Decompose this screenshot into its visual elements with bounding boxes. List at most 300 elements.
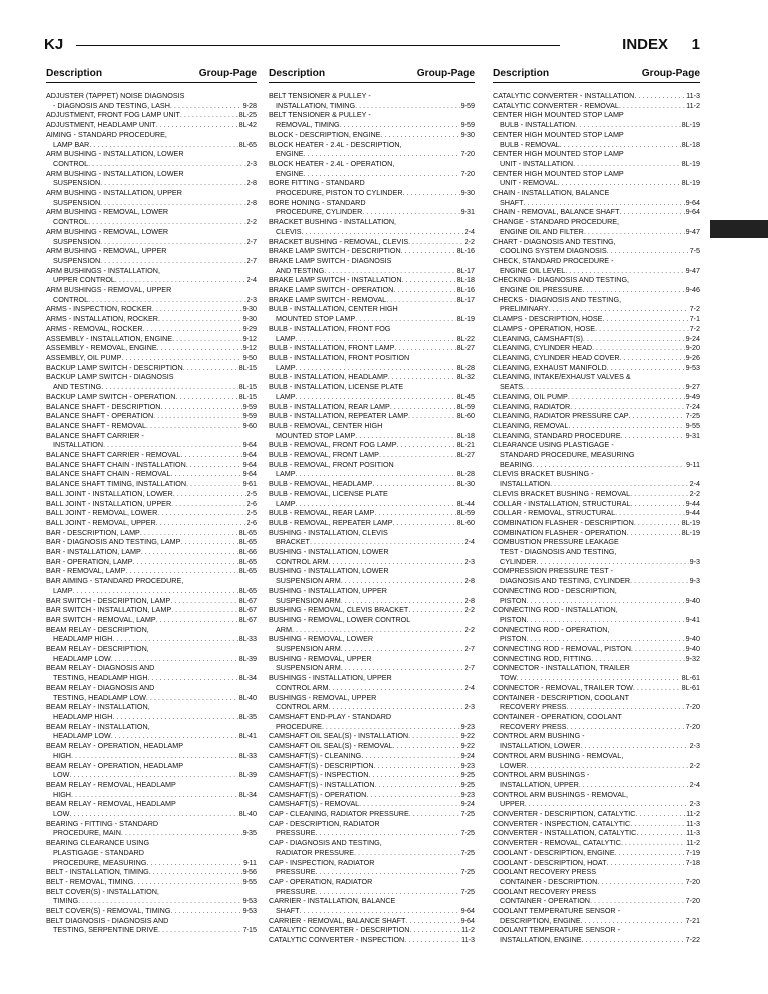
entry-text: BLOCK - DESCRIPTION, ENGINE xyxy=(269,129,381,139)
entry-text: PRELIMINARY xyxy=(500,304,549,314)
dot-leader xyxy=(620,353,685,363)
dot-leader xyxy=(568,421,684,431)
entry-page: 8L-27 xyxy=(456,450,475,460)
entry-text: CAMSHAFT(S) - OPERATION xyxy=(269,789,367,799)
entry-last-line xyxy=(46,392,257,402)
entry-page: 8L-19 xyxy=(681,178,700,188)
entry-text: CONTAINER - DESCRIPTION, COOLANT xyxy=(493,692,630,702)
entry-page: 2-3 xyxy=(689,799,700,809)
entry-last-line xyxy=(269,469,475,479)
entry-text: MOUNTED STOP LAMP xyxy=(276,430,356,440)
entry-page: 9-25 xyxy=(460,770,475,780)
entry-page: 8L-65 xyxy=(238,556,257,566)
entry-text: AND TESTING xyxy=(276,265,325,275)
entry-text: BELT - REMOVAL, TIMING xyxy=(46,876,134,886)
index-entry xyxy=(46,566,257,576)
entry-last-line xyxy=(269,887,475,897)
entry-text: BEAM RELAY - INSTALLATION, xyxy=(46,702,150,712)
index-entry xyxy=(493,188,700,207)
entry-last-line xyxy=(46,343,257,353)
entry-text: BACKUP LAMP SWITCH - DESCRIPTION xyxy=(46,362,183,372)
entry-page: 8L-19 xyxy=(681,158,700,168)
entry-text: CONNECTING ROD - DESCRIPTION, xyxy=(493,585,617,595)
entry-last-line xyxy=(269,188,475,198)
entry-text: ARM BUSHING - REMOVAL, LOWER xyxy=(46,207,169,217)
index-entry xyxy=(269,237,475,247)
index-entry xyxy=(269,634,475,653)
entry-page: 7-24 xyxy=(685,401,700,411)
entry-last-line xyxy=(46,557,257,567)
entry-text: SUSPENSION xyxy=(53,197,101,207)
index-entry xyxy=(46,722,257,741)
entry-last-line xyxy=(46,508,257,518)
index-entry xyxy=(493,605,700,624)
dot-leader xyxy=(172,334,242,344)
index-entry xyxy=(493,751,700,770)
dot-leader xyxy=(115,275,246,285)
entry-text: BELT COVER(S) - REMOVAL, TIMING xyxy=(46,906,171,916)
dot-leader xyxy=(582,935,685,945)
index-entry xyxy=(493,489,700,499)
entry-page: 8L-17 xyxy=(456,265,475,275)
dot-leader xyxy=(71,790,238,800)
dot-leader xyxy=(409,809,460,819)
index-entry xyxy=(269,440,475,450)
dot-leader xyxy=(581,916,685,926)
entry-last-line xyxy=(269,411,475,421)
entry-page: 7-20 xyxy=(685,702,700,712)
entry-text: COOLANT RECOVERY PRESS xyxy=(493,867,597,877)
entry-page: 9-35 xyxy=(242,828,257,838)
entry-page: 9-44 xyxy=(685,498,700,508)
entry-text: BLOCK HEATER - 2.4L - DESCRIPTION, xyxy=(269,139,402,149)
entry-page: 9-30 xyxy=(242,314,257,324)
entry-text: BUSHINGS - REMOVAL, UPPER xyxy=(269,692,377,702)
entry-page: 11-2 xyxy=(461,925,475,935)
index-entry xyxy=(493,440,700,469)
index-entry xyxy=(269,91,475,110)
entry-page: 2-7 xyxy=(464,663,475,673)
index-entry xyxy=(269,916,475,926)
index-entry xyxy=(46,508,257,518)
entry-text: DESCRIPTION, ENGINE xyxy=(500,915,581,925)
dot-leader xyxy=(341,596,464,606)
entry-page: 11-2 xyxy=(686,100,700,110)
entry-text: BEAM RELAY - DIAGNOSIS AND xyxy=(46,682,155,692)
entry-last-line xyxy=(269,799,475,809)
entry-line xyxy=(46,431,257,441)
index-entry xyxy=(493,411,700,421)
index-entry xyxy=(269,528,475,547)
index-entry xyxy=(493,91,700,101)
index-entry xyxy=(269,858,475,877)
entry-last-line xyxy=(269,499,475,509)
entry-last-line xyxy=(269,101,475,111)
entry-text: BRACKET BUSHING - INSTALLATION, xyxy=(269,217,397,227)
entry-page: 2-2 xyxy=(246,217,257,227)
dot-leader xyxy=(73,586,238,596)
entry-text: COMBINATION FLASHER - DESCRIPTION xyxy=(493,517,634,527)
entry-page: 2-4 xyxy=(246,275,257,285)
entry-line xyxy=(493,751,700,761)
dot-leader xyxy=(143,324,242,334)
entry-last-line xyxy=(269,809,475,819)
entry-text: CONNECTING ROD - REMOVAL, PISTON xyxy=(493,644,631,654)
dot-leader xyxy=(566,722,684,732)
entry-text: BALANCE SHAFT - REMOVAL xyxy=(46,420,146,430)
entry-text: HEADLAMP HIGH xyxy=(53,712,113,721)
index-entry xyxy=(493,237,700,256)
entry-line xyxy=(46,625,257,635)
entry-last-line xyxy=(493,324,700,334)
entry-last-line xyxy=(493,178,700,188)
entry-page: 9-64 xyxy=(242,450,257,460)
dot-leader xyxy=(631,499,685,509)
entry-text: HIGH xyxy=(53,750,71,760)
entry-text: ARMS - REMOVAL, ROCKER xyxy=(46,323,143,333)
entry-line xyxy=(493,625,700,635)
dot-leader xyxy=(560,140,681,150)
entry-text: BULB - INSTALLATION, FRONT POSITION xyxy=(269,352,410,362)
dot-leader xyxy=(366,790,459,800)
entry-last-line xyxy=(46,867,257,877)
index-title: INDEX xyxy=(622,36,668,53)
entry-text: LAMP xyxy=(276,362,296,372)
dot-leader xyxy=(597,877,684,887)
entry-page: 8L-67 xyxy=(238,595,257,605)
entry-line xyxy=(493,770,700,780)
entry-text: CAMSHAFT(S) - INSPECTION xyxy=(269,770,369,780)
group-page-heading: Group-Page xyxy=(198,68,257,79)
index-entry xyxy=(46,266,257,285)
dot-leader xyxy=(607,858,685,868)
entry-text: CONTAINER - DESCRIPTION xyxy=(500,876,598,886)
entry-last-line xyxy=(46,140,257,150)
entry-last-line xyxy=(269,508,475,518)
entry-last-line xyxy=(46,790,257,800)
entry-text: CAP - DESCRIPTION, RADIATOR xyxy=(269,818,380,828)
index-entry xyxy=(46,663,257,682)
entry-text: BULB - REMOVAL, CENTER HIGH xyxy=(269,420,383,430)
entry-text: ARMS - INSPECTION, ROCKER xyxy=(46,304,152,314)
index-entry xyxy=(46,741,257,760)
index-entry xyxy=(269,741,475,751)
entry-page: 2-2 xyxy=(464,605,475,615)
entry-page: 8L-27 xyxy=(456,343,475,353)
entry-line xyxy=(493,547,700,557)
index-entry xyxy=(269,159,475,178)
index-entry xyxy=(46,227,257,246)
entry-last-line xyxy=(493,819,700,829)
entry-page: 9-41 xyxy=(685,614,700,624)
entry-page: 9-23 xyxy=(460,721,475,731)
entry-page: 2-8 xyxy=(464,595,475,605)
entry-text: LOW xyxy=(53,770,70,780)
index-entry xyxy=(493,625,700,644)
entry-line xyxy=(46,838,257,848)
entry-text: COOLANT TEMPERATURE SENSOR - xyxy=(493,925,620,935)
dot-leader xyxy=(394,343,455,353)
entry-text: COOLANT TEMPERATURE SENSOR - xyxy=(493,906,620,916)
entry-text: BULB - REMOVAL, FRONT LAMP xyxy=(269,450,379,460)
entry-text: RECOVERY PRESS xyxy=(500,721,567,731)
entry-last-line xyxy=(269,867,475,877)
entry-line xyxy=(46,644,257,654)
entry-text: BRACKET xyxy=(276,537,310,547)
entry-page: 7-2 xyxy=(689,323,700,333)
index-entry xyxy=(493,343,700,353)
group-page-heading: Group-Page xyxy=(641,68,700,79)
index-entry xyxy=(46,91,257,110)
entry-page: 8L-65 xyxy=(238,537,257,547)
entry-last-line xyxy=(269,925,475,935)
index-entry xyxy=(493,906,700,925)
entry-last-line xyxy=(269,392,475,402)
entry-last-line xyxy=(493,828,700,838)
entry-text: ARM BUSHING - INSTALLATION, UPPER xyxy=(46,188,182,198)
column-header xyxy=(269,68,475,83)
index-entry xyxy=(493,537,700,566)
index-entry xyxy=(46,149,257,168)
index-entry xyxy=(493,654,700,664)
entry-text: BULB - INSTALLATION, HEADLAMP xyxy=(269,372,388,382)
entry-line xyxy=(46,130,257,140)
entry-page: 7-15 xyxy=(242,925,257,935)
entry-page: 9-59 xyxy=(460,120,475,130)
entry-page: 7-20 xyxy=(460,168,475,178)
index-entry xyxy=(46,877,257,887)
entry-last-line xyxy=(493,673,700,683)
entry-last-line xyxy=(46,304,257,314)
entry-text: BRAKE LAMP SWITCH - REMOVAL xyxy=(269,294,387,304)
index-entry xyxy=(493,217,700,236)
entry-text: CLEANING, RADIATOR xyxy=(493,401,571,411)
entry-page: 7-21 xyxy=(685,915,700,925)
entry-text: CAP - OPERATION, RADIATOR xyxy=(269,876,373,886)
dot-leader xyxy=(183,363,238,373)
entry-page: 11-3 xyxy=(686,828,700,838)
entry-text: CLEVIS BRACKET BUSHING - REMOVAL xyxy=(493,488,631,498)
entry-text: BAR SWITCH - REMOVAL, LAMP xyxy=(46,614,156,624)
entry-text: ADJUSTMENT, HEADLAMP UNIT xyxy=(46,120,156,130)
column-header xyxy=(46,68,257,83)
entry-last-line xyxy=(493,343,700,353)
entry-last-line xyxy=(493,615,700,625)
dot-leader xyxy=(607,363,685,373)
entry-text: BALANCE SHAFT - OPERATION xyxy=(46,411,154,421)
entry-line xyxy=(46,266,257,276)
entry-text: BRAKE LAMP SWITCH - OPERATION xyxy=(269,285,394,295)
entry-last-line xyxy=(269,130,475,140)
entry-text: PROCEDURE, MAIN xyxy=(53,828,121,838)
entry-page: 8L-40 xyxy=(238,692,257,702)
entry-line xyxy=(493,275,700,285)
dot-leader xyxy=(631,644,685,654)
dot-leader xyxy=(575,120,680,130)
index-entry xyxy=(493,828,700,838)
entry-page: 9-64 xyxy=(242,469,257,479)
index-entry xyxy=(269,790,475,800)
entry-last-line xyxy=(269,702,475,712)
entry-text: CLEANING, RADIATOR PRESSURE CAP xyxy=(493,411,629,421)
dot-leader xyxy=(532,460,685,470)
entry-text: ASSEMBLY - INSTALLATION, ENGINE xyxy=(46,333,173,343)
entry-text: CONNECTING ROD - INSTALLATION, xyxy=(493,605,618,615)
entry-last-line xyxy=(46,751,257,761)
index-entry xyxy=(493,149,700,168)
entry-text: PROCEDURE, PISTON TO CYLINDER xyxy=(276,188,403,198)
entry-line xyxy=(493,566,700,576)
dot-leader xyxy=(186,460,242,470)
entry-text: CLEANING, INTAKE/EXHAUST VALVES & xyxy=(493,372,631,382)
entry-page: 8L-17 xyxy=(456,294,475,304)
entry-line xyxy=(493,693,700,703)
entry-last-line xyxy=(493,314,700,324)
entry-line xyxy=(46,761,257,771)
index-entry xyxy=(46,353,257,363)
entry-text: BULB - INSTALLATION, REPEATER LAMP xyxy=(269,411,408,421)
description-heading: Description xyxy=(493,68,550,79)
entry-text: CONVERTER - REMOVAL, CATALYTIC xyxy=(493,838,621,848)
index-entry xyxy=(269,402,475,412)
entry-page: 2-4 xyxy=(464,226,475,236)
entry-line xyxy=(493,537,700,547)
entry-text: ENGINE xyxy=(276,168,304,178)
entry-text: HIGH xyxy=(53,789,71,799)
index-entry xyxy=(46,285,257,304)
dot-leader xyxy=(524,198,685,208)
entry-text: BUSHING - INSTALLATION, LOWER xyxy=(269,547,389,557)
index-entry xyxy=(46,528,257,538)
entry-page: 8L-59 xyxy=(456,401,475,411)
entry-text: CATALYTIC CONVERTER - INSPECTION xyxy=(269,935,405,945)
entry-last-line xyxy=(493,644,700,654)
entry-page: 9-30 xyxy=(460,188,475,198)
entry-text: CLEVIS xyxy=(276,226,302,236)
dot-leader xyxy=(595,324,689,334)
entry-last-line xyxy=(493,499,700,509)
entry-text: LAMP xyxy=(276,333,296,343)
entry-last-line xyxy=(269,935,475,945)
entry-text: SEATS xyxy=(500,382,524,392)
entry-page: 8L-19 xyxy=(681,517,700,527)
header-rule xyxy=(76,45,560,46)
entry-last-line xyxy=(493,198,700,208)
index-entry xyxy=(46,421,257,431)
index-entry xyxy=(46,916,257,935)
dot-leader xyxy=(146,421,242,431)
entry-text: BALANCE SHAFT - DESCRIPTION xyxy=(46,401,161,411)
dot-leader xyxy=(302,227,464,237)
entry-page: 9-25 xyxy=(460,779,475,789)
dot-leader xyxy=(379,450,456,460)
entry-line xyxy=(269,324,475,334)
index-entry xyxy=(493,566,700,585)
entry-last-line xyxy=(46,528,257,538)
entry-text: COOLANT - DESCRIPTION, HOAT xyxy=(493,857,607,867)
entry-page: 2-4 xyxy=(464,682,475,692)
index-entry xyxy=(269,731,475,741)
entry-last-line xyxy=(493,896,700,906)
entry-last-line xyxy=(493,120,700,130)
dot-leader xyxy=(88,159,245,169)
entry-text: ADJUSTER (TAPPET) NOISE DIAGNOSIS xyxy=(46,91,185,100)
entry-page: 8L-28 xyxy=(456,362,475,372)
entry-last-line xyxy=(46,537,257,547)
entry-line xyxy=(269,634,475,644)
entry-page: 9-29 xyxy=(242,323,257,333)
index-entry xyxy=(269,353,475,372)
entry-line xyxy=(493,925,700,935)
entry-text: MOUNTED STOP LAMP xyxy=(276,314,356,324)
entry-last-line xyxy=(46,469,257,479)
index-entry xyxy=(46,169,257,188)
entry-page: 9-59 xyxy=(460,100,475,110)
index-entry xyxy=(269,382,475,401)
dot-leader xyxy=(152,304,242,314)
entry-text: LAMP xyxy=(53,585,73,595)
entry-line xyxy=(493,130,700,140)
dot-leader xyxy=(304,169,460,179)
index-entry xyxy=(46,887,257,906)
entry-last-line xyxy=(46,402,257,412)
dot-leader xyxy=(328,702,463,712)
entry-line xyxy=(46,246,257,256)
entry-line xyxy=(269,140,475,150)
entry-last-line xyxy=(493,411,700,421)
entry-text: BEAM RELAY - DESCRIPTION, xyxy=(46,644,149,654)
index-entry xyxy=(493,518,700,528)
entry-last-line xyxy=(46,828,257,838)
index-entry xyxy=(493,770,700,789)
index-entry xyxy=(269,304,475,323)
entry-page: 8L-16 xyxy=(456,246,475,256)
index-entry xyxy=(46,644,257,663)
entry-page: 9-22 xyxy=(460,741,475,751)
dot-leader xyxy=(157,508,245,518)
entry-text: BAR - DIAGNOSIS AND TESTING, LAMP xyxy=(46,537,181,547)
entry-last-line xyxy=(493,809,700,819)
dot-leader xyxy=(568,392,685,402)
entry-line xyxy=(46,780,257,790)
dot-leader xyxy=(171,499,245,509)
index-entry xyxy=(269,460,475,479)
dot-leader xyxy=(368,770,459,780)
entry-page: 8L-59 xyxy=(456,508,475,518)
index-entry xyxy=(269,421,475,440)
entry-text: COOLING SYSTEM DIAGNOSIS xyxy=(500,246,607,256)
entry-line xyxy=(493,605,700,615)
dot-leader xyxy=(582,285,684,295)
entry-text: BEAM RELAY - DIAGNOSIS AND xyxy=(46,663,155,673)
entry-page: 8L-61 xyxy=(681,682,700,692)
index-entry xyxy=(269,489,475,508)
entry-last-line xyxy=(269,557,475,567)
index-entry xyxy=(46,411,257,421)
section-thumb-tab xyxy=(710,220,768,238)
entry-line xyxy=(269,382,475,392)
index-entry xyxy=(269,770,475,780)
entry-line xyxy=(269,304,475,314)
index-column-2 xyxy=(269,68,475,945)
index-entry xyxy=(269,605,475,615)
entry-text: CONNECTOR - INSTALLATION, TRAILER xyxy=(493,663,630,673)
entry-last-line xyxy=(46,877,257,887)
entry-text: BEAM RELAY - INSTALLATION, xyxy=(46,721,150,731)
dot-leader xyxy=(296,392,456,402)
entry-last-line xyxy=(269,285,475,295)
entry-line xyxy=(46,819,257,829)
